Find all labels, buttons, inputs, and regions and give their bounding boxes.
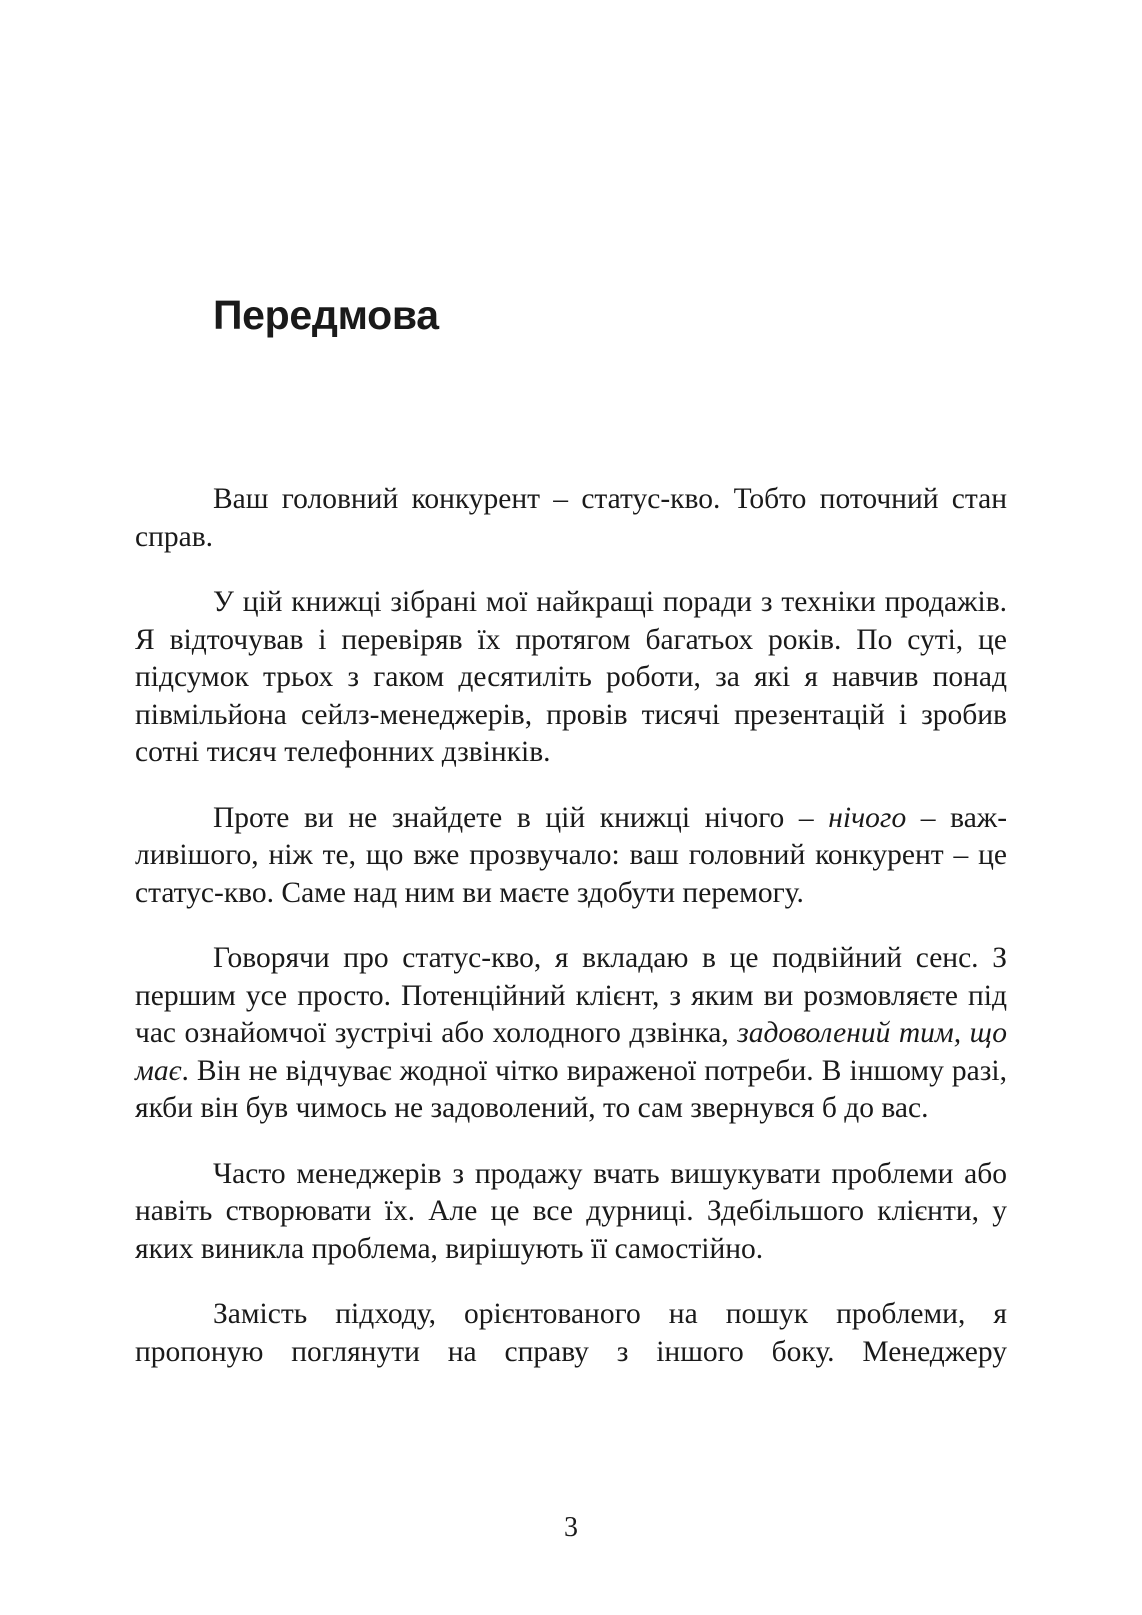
paragraph-3	[135, 800, 1007, 913]
paragraph-4-emphasis: задоволений тим, що має	[135, 1017, 1007, 1087]
paragraph-4-text-start: Говорячи про статус-кво, я вкладаю в це подвійний сенс. З першим усе просто. Потенційний клієнт, з яким ви розмовляєте під час ознайомчої зустрічі або холодного дзвінка,	[135, 942, 1007, 1049]
paragraph-4	[135, 940, 1007, 1128]
chapter-heading: Передмова	[213, 292, 439, 338]
paragraph-1: Ваш головний конкурент – статус-кво. Тобто поточний стан справ.	[135, 483, 1007, 553]
paragraph-2: У цій книжці зібрані мої найкращі поради з техніки продажів. Я відточував і перевіряв їх протягом багатьох років. По суті, це підсумок трьох з гаком десятиліть роботи, за які я навчив понад півмільйона сейлз-менеджерів, провів тисячі презентацій і зробив сотні тисяч телефонних дзвінків.	[135, 586, 1007, 768]
paragraph-6: Замість підходу, орієнтованого на пошук проблеми, я пропоную поглянути на справу з іншого боку. Менеджеру	[135, 1298, 1007, 1368]
body-text	[135, 481, 1007, 1371]
page-number: 3	[564, 1512, 578, 1543]
paragraph-3-emphasis: нічого	[828, 801, 907, 834]
paragraph-3-text-end: – важливішого, ніж те, що вже прозвучало: ваш головний конкурент – це статус-кво. Саме над ним ви маєте здобути перемогу.	[135, 801, 1008, 909]
paragraph-3-text-start: Проте ви не знайдете в цій книжці нічого –	[213, 801, 829, 834]
paragraph-4-text-end: . Він не відчуває жодної чітко вираженої потреби. В іншому разі, якби він був чимось не задоволений, то сам звернувся б до вас.	[135, 1054, 1007, 1124]
paragraph-5: Часто менеджерів з продажу вчать вишукувати проблеми або навіть створювати їх. Але це все дурниці. Здебільшого клієнти, у яких виникла проблема, вирішують її самостійно.	[135, 1157, 1007, 1265]
